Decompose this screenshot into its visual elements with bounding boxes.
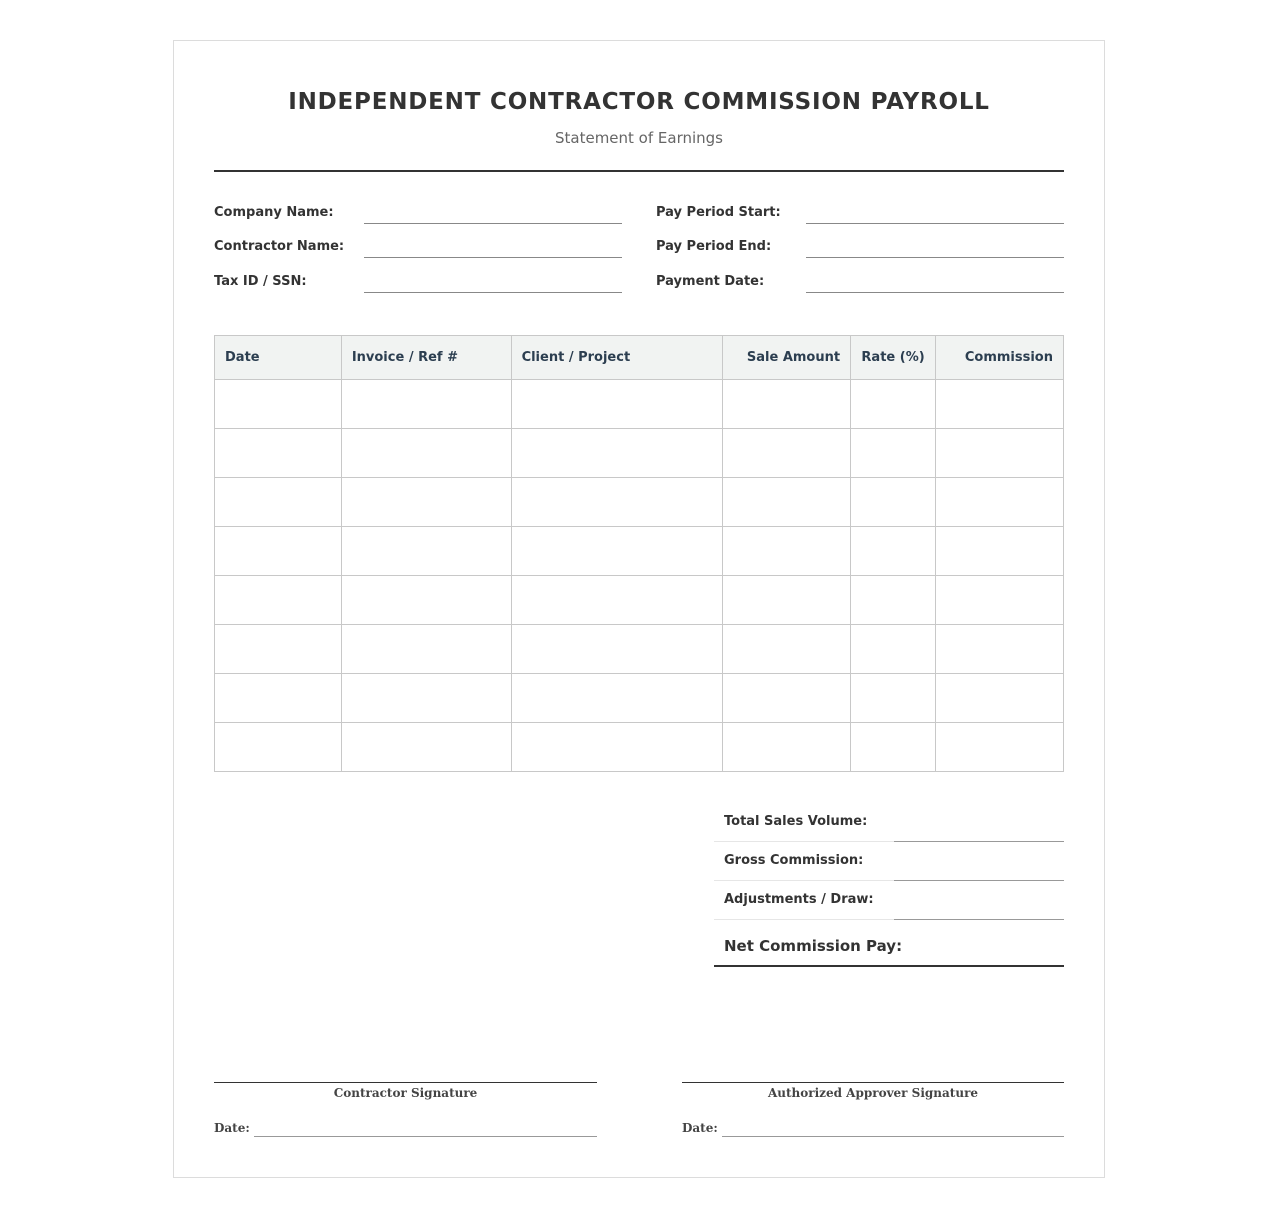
payment-date-label: Payment Date: <box>656 274 765 289</box>
pay-period-start-label: Pay Period Start: <box>656 205 781 220</box>
tax-id-label: Tax ID / SSN: <box>214 274 307 289</box>
table-row <box>215 625 1064 674</box>
table-cell[interactable] <box>215 723 342 772</box>
table-cell[interactable] <box>936 625 1064 674</box>
table-cell[interactable] <box>511 674 723 723</box>
table-cell[interactable] <box>215 527 342 576</box>
approver-date-line[interactable] <box>722 1136 1064 1137</box>
table-cell[interactable] <box>341 478 511 527</box>
table-cell[interactable] <box>723 380 851 429</box>
table-cell[interactable] <box>511 576 723 625</box>
table-cell[interactable] <box>215 625 342 674</box>
contractor-name-field <box>214 235 624 259</box>
approver-date-label: Date: <box>682 1121 718 1135</box>
table-cell[interactable] <box>215 674 342 723</box>
pay-period-end-field <box>656 235 1066 259</box>
table-cell[interactable] <box>511 380 723 429</box>
payroll-form <box>173 40 1105 1178</box>
table-row <box>215 380 1064 429</box>
adjustments-label: Adjustments / Draw: <box>724 892 874 907</box>
table-row <box>215 429 1064 478</box>
payment-date-field <box>656 270 1066 294</box>
form-title: INDEPENDENT CONTRACTOR COMMISSION PAYROLL <box>288 89 990 115</box>
table-cell[interactable] <box>511 527 723 576</box>
table-cell[interactable] <box>936 723 1064 772</box>
net-pay-rule <box>714 965 1064 967</box>
table-cell[interactable] <box>851 625 936 674</box>
table-cell[interactable] <box>341 674 511 723</box>
table-row <box>215 527 1064 576</box>
table-cell[interactable] <box>936 674 1064 723</box>
total-sales-row <box>714 812 1064 842</box>
table-row <box>215 576 1064 625</box>
pay-period-start-input[interactable] <box>806 201 1064 224</box>
table-cell[interactable] <box>723 429 851 478</box>
contractor-name-input[interactable] <box>364 235 622 258</box>
table-cell[interactable] <box>723 723 851 772</box>
contractor-signature-line[interactable] <box>214 1082 597 1083</box>
table-cell[interactable] <box>511 478 723 527</box>
table-cell[interactable] <box>851 576 936 625</box>
tax-id-input[interactable] <box>364 270 622 293</box>
table-cell[interactable] <box>851 527 936 576</box>
table-cell[interactable] <box>851 380 936 429</box>
table-cell[interactable] <box>851 429 936 478</box>
payment-date-input[interactable] <box>806 270 1064 293</box>
company-name-input[interactable] <box>364 201 622 224</box>
table-cell[interactable] <box>936 576 1064 625</box>
table-cell[interactable] <box>215 380 342 429</box>
table-cell[interactable] <box>341 429 511 478</box>
table-cell[interactable] <box>341 380 511 429</box>
table-cell[interactable] <box>851 478 936 527</box>
row-divider <box>714 841 894 842</box>
gross-commission-row <box>714 851 1064 881</box>
contractor-date-label: Date: <box>214 1121 250 1135</box>
approver-signature-caption: Authorized Approver Signature <box>767 1086 979 1100</box>
table-cell[interactable] <box>215 576 342 625</box>
column-header-date: Date <box>215 336 342 380</box>
contractor-date-line[interactable] <box>254 1136 597 1137</box>
table-cell[interactable] <box>341 527 511 576</box>
table-cell[interactable] <box>215 429 342 478</box>
pay-period-end-label: Pay Period End: <box>656 239 772 254</box>
company-name-label: Company Name: <box>214 205 334 220</box>
commission-table <box>214 335 1064 772</box>
table-cell[interactable] <box>851 723 936 772</box>
column-header-sale-amount: Sale Amount <box>723 336 851 380</box>
contractor-name-label: Contractor Name: <box>214 239 345 254</box>
column-header-commission: Commission <box>936 336 1064 380</box>
table-cell[interactable] <box>723 527 851 576</box>
table-cell[interactable] <box>723 576 851 625</box>
column-header-rate: Rate (%) <box>851 336 936 380</box>
title-divider <box>214 170 1064 172</box>
table-cell[interactable] <box>341 723 511 772</box>
row-divider <box>714 880 894 881</box>
table-cell[interactable] <box>215 478 342 527</box>
form-subtitle: Statement of Earnings <box>554 129 724 147</box>
table-cell[interactable] <box>723 625 851 674</box>
table-cell[interactable] <box>936 429 1064 478</box>
table-row <box>215 723 1064 772</box>
company-name-field <box>214 201 624 225</box>
total-sales-label: Total Sales Volume: <box>724 814 868 829</box>
table-cell[interactable] <box>936 527 1064 576</box>
table-row <box>215 478 1064 527</box>
table-cell[interactable] <box>511 723 723 772</box>
table-cell[interactable] <box>851 674 936 723</box>
gross-commission-value-line[interactable] <box>894 880 1064 881</box>
table-cell[interactable] <box>511 429 723 478</box>
tax-id-field <box>214 270 624 294</box>
table-cell[interactable] <box>723 478 851 527</box>
approver-signature-line[interactable] <box>682 1082 1064 1083</box>
total-sales-value-line[interactable] <box>894 841 1064 842</box>
table-cell[interactable] <box>723 674 851 723</box>
table-cell[interactable] <box>511 625 723 674</box>
adjustments-value-line[interactable] <box>894 919 1064 920</box>
table-cell[interactable] <box>341 625 511 674</box>
adjustments-row <box>714 890 1064 920</box>
table-cell[interactable] <box>936 478 1064 527</box>
table-cell[interactable] <box>936 380 1064 429</box>
row-divider <box>714 919 894 920</box>
net-pay-label: Net Commission Pay: <box>724 937 903 955</box>
table-cell[interactable] <box>341 576 511 625</box>
table-row <box>215 674 1064 723</box>
gross-commission-label: Gross Commission: <box>724 853 864 868</box>
column-header-client: Client / Project <box>511 336 723 380</box>
table-header-row <box>215 336 1064 380</box>
pay-period-start-field <box>656 201 1066 225</box>
column-header-invoice: Invoice / Ref # <box>341 336 511 380</box>
contractor-signature-caption: Contractor Signature <box>333 1086 478 1100</box>
pay-period-end-input[interactable] <box>806 235 1064 258</box>
